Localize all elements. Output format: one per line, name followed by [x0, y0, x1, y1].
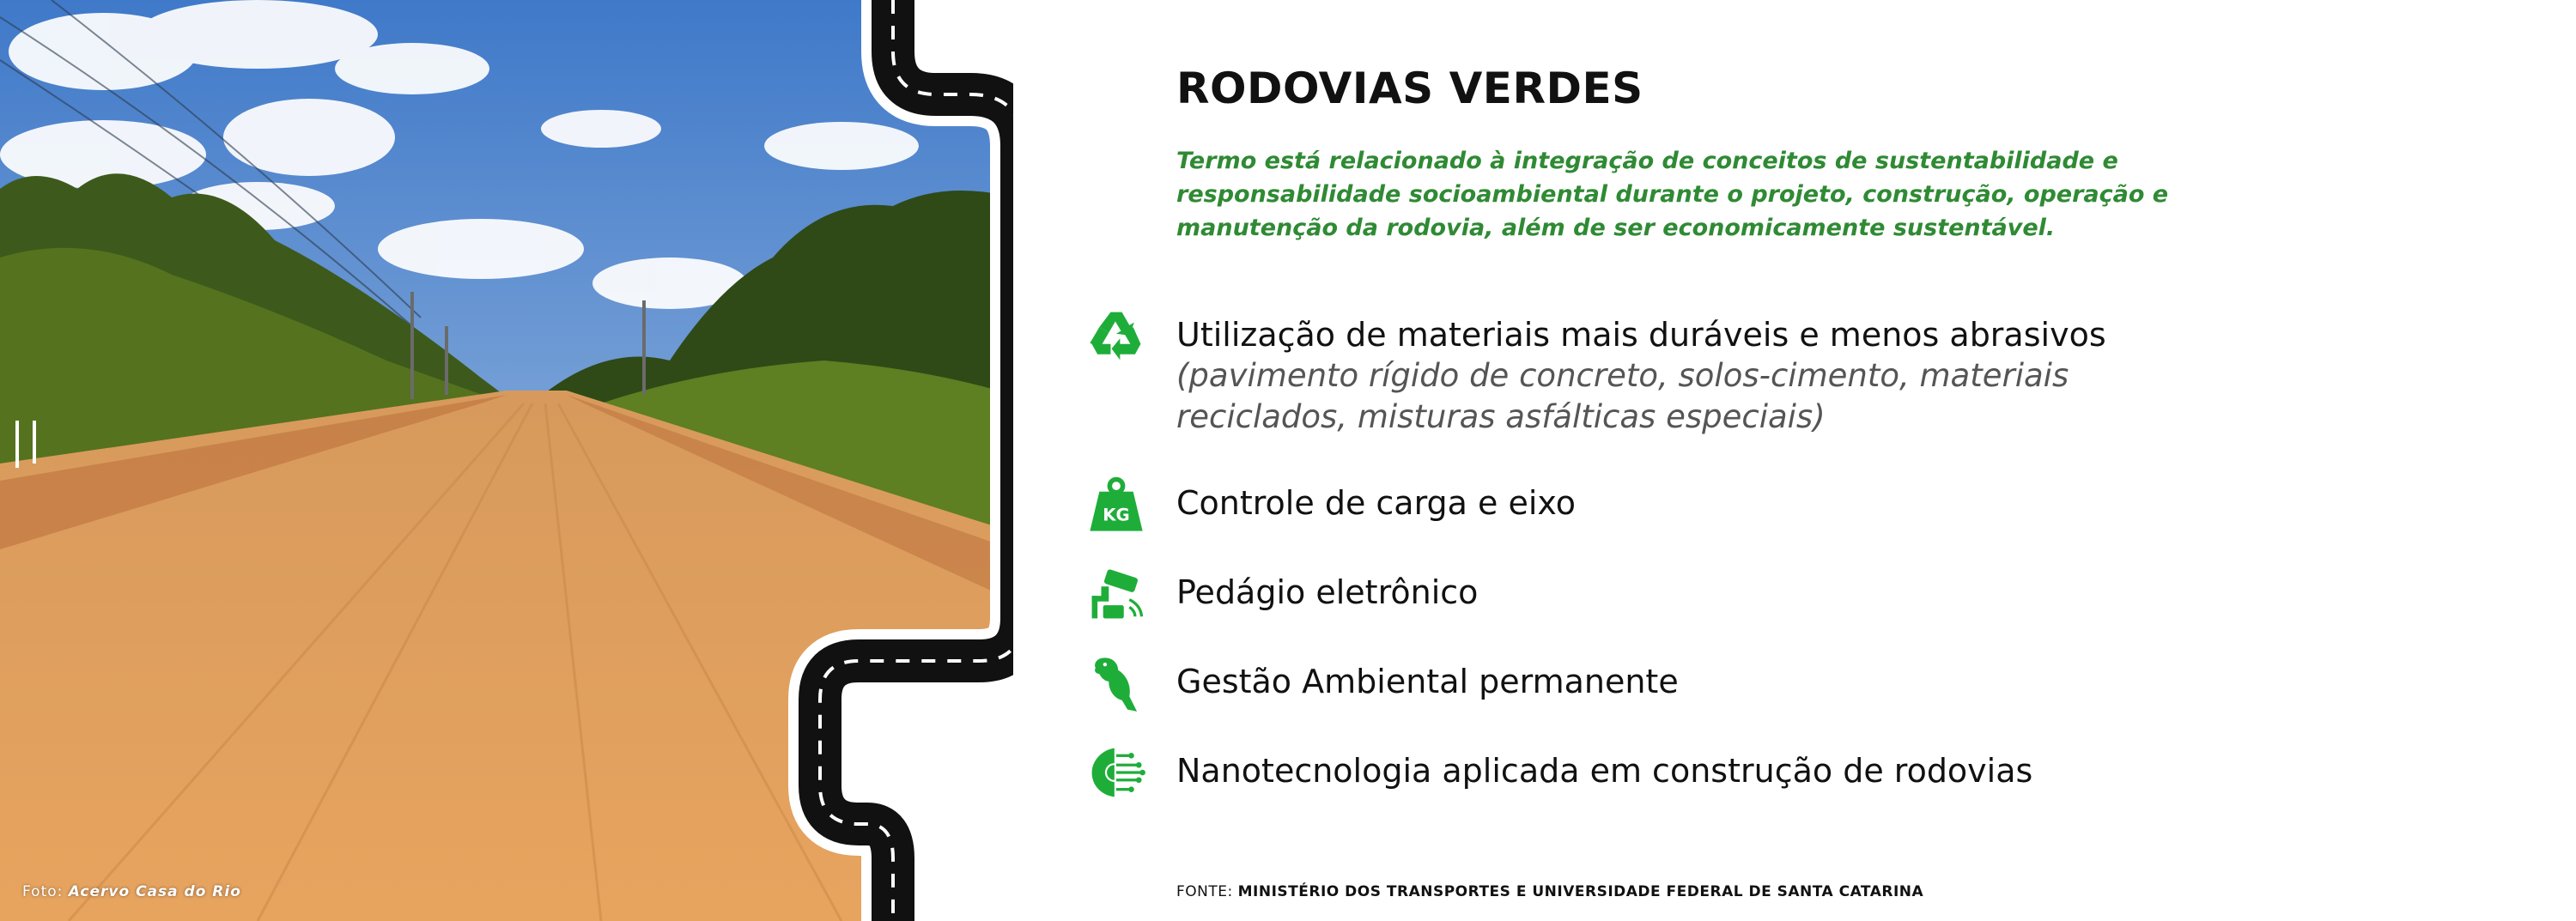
- parrot-icon: [1082, 649, 1151, 718]
- intro-text: Termo está relacionado à integração de conceitos de sustentabilidade e responsabilidade socioambiental durante o projeto, construção, operação e manutenção da rodovia, além de ser economicamente sustentável.: [1176, 148, 2169, 241]
- photo-credit-prefix: Foto:: [22, 883, 64, 900]
- source-text: MINISTÉRIO DOS TRANSPORTES E UNIVERSIDADE FEDERAL DE SANTA CATARINA: [1237, 883, 1924, 900]
- list-item: [1082, 649, 1679, 718]
- content-panel: [1082, 0, 2542, 921]
- item-label: Utilização de materiais mais duráveis e menos abrasivos: [1176, 316, 2106, 354]
- list-item: [1082, 470, 1576, 539]
- page-title: RODOVIAS VERDES: [1176, 64, 1643, 113]
- nanotech-icon: [1082, 738, 1151, 807]
- list-item: [1082, 738, 2032, 807]
- item-label: Pedágio eletrônico: [1176, 573, 1479, 611]
- list-item: [1082, 302, 2164, 438]
- list-item: [1082, 560, 1478, 628]
- weight-kg-text: KG: [1103, 505, 1130, 525]
- photo-credit: [22, 883, 241, 900]
- source-note: [1176, 883, 1923, 900]
- source-prefix: FONTE:: [1176, 883, 1233, 900]
- recycle-icon: [1082, 302, 1151, 371]
- item-detail: (pavimento rígido de concreto, solos-cimento, materiais reciclados, misturas asfálticas especiais): [1176, 357, 2069, 435]
- photo-credit-name: Acervo Casa do Rio: [68, 883, 241, 900]
- item-label: Controle de carga e eixo: [1176, 484, 1576, 522]
- toll-camera-icon: [1082, 560, 1151, 628]
- road-photo: [0, 0, 1013, 921]
- weight-kg-icon: [1082, 470, 1151, 539]
- item-label: Nanotecnologia aplicada em construção de rodovias: [1176, 752, 2033, 790]
- item-label: Gestão Ambiental permanente: [1176, 663, 1679, 700]
